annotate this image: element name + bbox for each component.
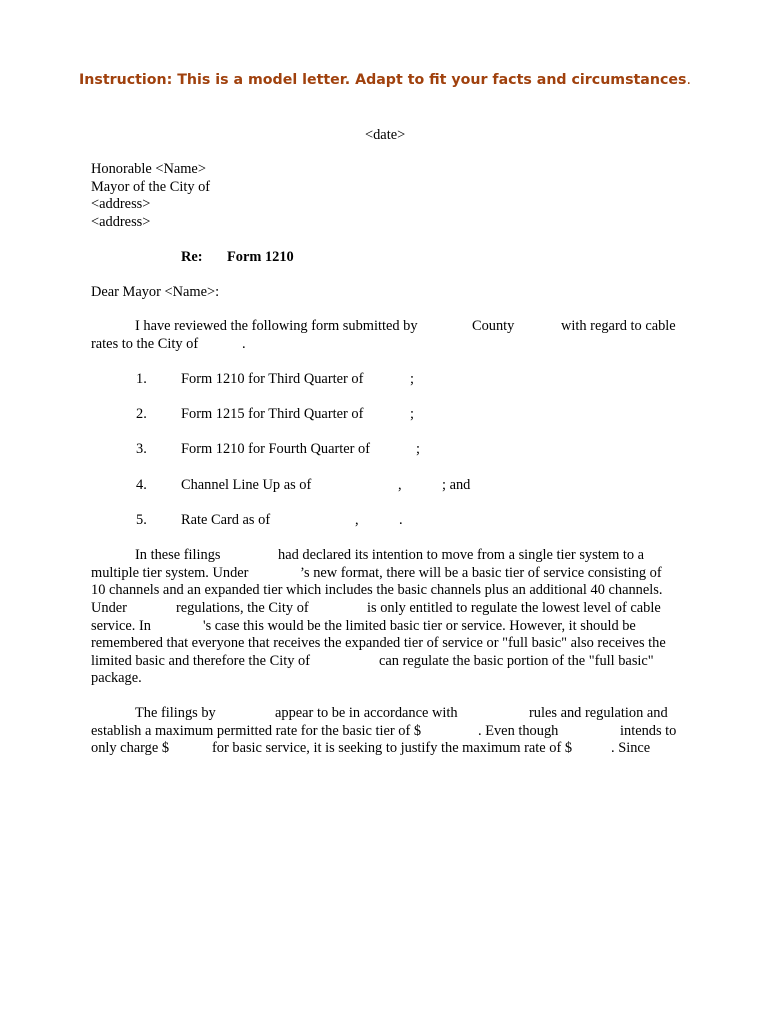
intro-text: rates to the City of — [91, 336, 199, 352]
list-end: ; — [410, 371, 414, 387]
list-comma: , — [398, 477, 402, 493]
re-label: Re: — [181, 249, 203, 265]
list-number: 3. — [136, 441, 147, 457]
para1-text: had declared its intention to move from a single tier system to a — [278, 547, 645, 563]
list-item: Channel Line Up as of — [181, 477, 312, 493]
para1-text: package. — [91, 670, 142, 686]
list-number: 4. — [136, 477, 147, 493]
letter-date: <date> — [365, 127, 406, 143]
para1-text: regulations, the City of — [176, 600, 309, 616]
para1-text: limited basic and therefore the City of — [91, 653, 310, 669]
address-line: <address> — [91, 214, 151, 230]
para2-text: establish a maximum permitted rate for the basic tier of $ — [91, 723, 422, 739]
para2-text: appear to be in accordance with — [275, 705, 458, 721]
list-number: 1. — [136, 371, 147, 387]
instruction-banner — [0, 72, 770, 88]
list-item: Form 1210 for Fourth Quarter of — [181, 441, 371, 457]
list-item: Form 1215 for Third Quarter of — [181, 406, 364, 422]
list-number: 5. — [136, 512, 147, 528]
para1-text: ’s new format, there will be a basic tier of service consisting of — [300, 565, 662, 581]
list-item: Form 1210 for Third Quarter of — [181, 371, 364, 387]
list-end: ; — [410, 406, 414, 422]
re-subject: Form 1210 — [227, 249, 294, 265]
para1-text: is only entitled to regulate the lowest level of cable — [367, 600, 661, 616]
address-line: <address> — [91, 196, 151, 212]
para2-text: for basic service, it is seeking to justify the maximum rate of $ — [212, 740, 573, 756]
para2-text: . Since — [611, 740, 651, 756]
list-comma: , — [355, 512, 359, 528]
para2-text: rules and regulation and — [529, 705, 668, 721]
intro-text: with regard to cable — [561, 318, 676, 334]
para1-text: can regulate the basic portion of the "full basic" — [379, 653, 654, 669]
para1-text: Under — [91, 600, 127, 616]
para1-text: In these filings — [135, 547, 221, 563]
instruction-text: Instruction: This is a model letter. Adapt to fit your facts and circumstances — [79, 72, 687, 88]
intro-text: . — [242, 336, 246, 352]
list-end: ; — [416, 441, 420, 457]
salutation: Dear Mayor <Name>: — [91, 284, 220, 300]
intro-text: I have reviewed the following form submitted by — [135, 318, 418, 334]
instruction-period: . — [686, 72, 691, 88]
para2-text: only charge $ — [91, 740, 170, 756]
list-number: 2. — [136, 406, 147, 422]
para2-text: . Even though — [478, 723, 559, 739]
para1-text: 10 channels and an expanded tier which includes the basic channels plus an additional 40 channels. — [91, 582, 663, 598]
list-item: Rate Card as of — [181, 512, 271, 528]
intro-text: County — [472, 318, 515, 334]
list-end: ; and — [442, 477, 471, 493]
para1-text: service. In — [91, 618, 151, 634]
para1-text: multiple tier system. Under — [91, 565, 249, 581]
para2-text: The filings by — [135, 705, 216, 721]
address-line: Mayor of the City of — [91, 179, 211, 195]
address-line: Honorable <Name> — [91, 161, 206, 177]
para1-text: 's case this would be the limited basic tier or service. However, it should be — [203, 618, 636, 634]
list-end: . — [399, 512, 403, 528]
para1-text: remembered that everyone that receives the expanded tier of service or "full basic" also receives the — [91, 635, 666, 651]
para2-text: intends to — [620, 723, 677, 739]
